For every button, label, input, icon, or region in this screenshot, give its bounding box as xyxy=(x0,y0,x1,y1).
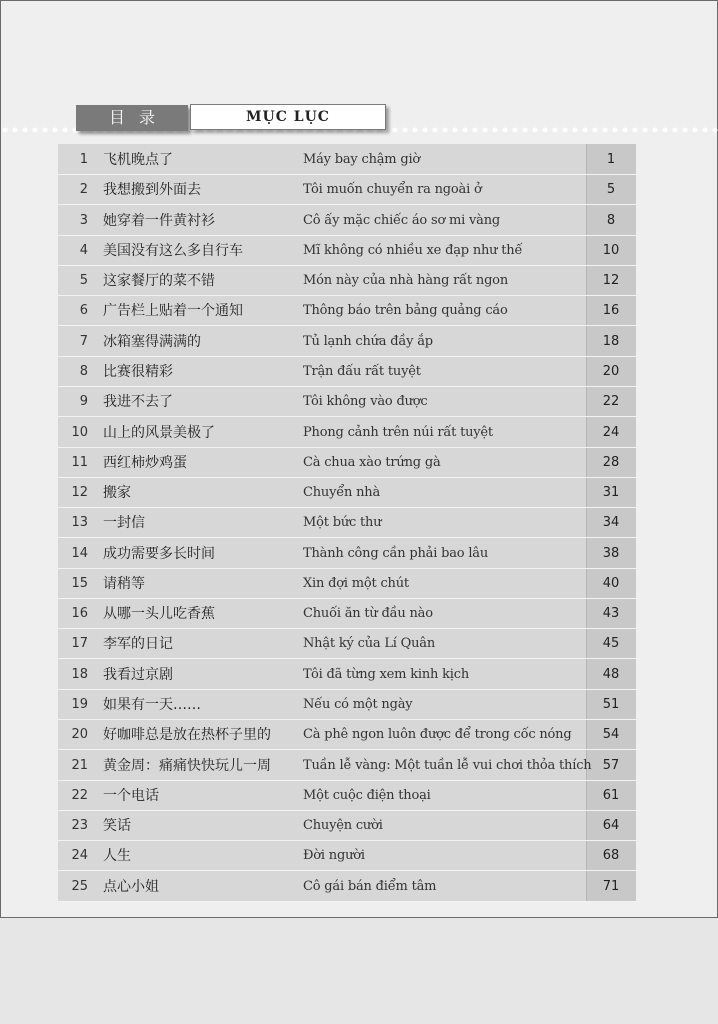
toc-chinese-title: 我进不去了 xyxy=(103,394,173,411)
toc-page-number: 34 xyxy=(602,515,620,531)
toc-page-number: 1 xyxy=(606,152,616,167)
toc-row[interactable] xyxy=(58,629,636,659)
toc-row[interactable] xyxy=(58,478,636,508)
toc-row[interactable] xyxy=(58,387,636,417)
toc-number: 4 xyxy=(79,242,88,258)
toc-page-number: 20 xyxy=(602,363,620,379)
toc-chinese-title: 成功需要多长时间 xyxy=(103,545,215,562)
toc-vietnamese-title: Thành công cần phải bao lâu xyxy=(303,545,489,561)
toc-vietnamese-title: Cà chua xào trứng gà xyxy=(303,454,441,470)
toc-number: 1 xyxy=(79,152,88,167)
toc-page-number: 48 xyxy=(602,666,620,682)
toc-number: 24 xyxy=(71,848,88,864)
toc-chinese-title: 好咖啡总是放在热杯子里的 xyxy=(103,727,271,744)
toc-page-number: 54 xyxy=(602,727,620,743)
toc-vietnamese-title: Chuyện cười xyxy=(303,818,383,834)
toc-vietnamese-title: Nhật ký của Lí Quân xyxy=(303,636,436,652)
toc-page-number: 8 xyxy=(606,212,616,228)
toc-page-number: 5 xyxy=(606,182,616,198)
toc-row[interactable] xyxy=(58,781,636,811)
toc-number: 22 xyxy=(71,787,88,803)
toc-number: 15 xyxy=(71,575,88,591)
toc-number: 12 xyxy=(71,485,88,501)
toc-row[interactable] xyxy=(58,418,636,448)
toc-number: 17 xyxy=(71,636,88,652)
toc-vietnamese-title: Chuyển nhà xyxy=(303,485,381,501)
toc-page-number: 28 xyxy=(602,454,620,470)
toc-vietnamese-title: Máy bay chậm giờ xyxy=(303,152,421,167)
toc-chinese-title: 点心小姐 xyxy=(103,878,159,895)
toc-number: 10 xyxy=(71,424,88,440)
toc-number: 18 xyxy=(71,666,88,682)
toc-row[interactable] xyxy=(58,206,636,236)
toc-row[interactable] xyxy=(58,175,636,205)
toc-number: 14 xyxy=(71,545,88,561)
toc-chinese-title: 一个电话 xyxy=(103,787,159,804)
toc-chinese-title: 我看过京剧 xyxy=(103,666,173,683)
toc-number: 7 xyxy=(79,333,88,349)
toc-chinese-title: 如果有一天…… xyxy=(103,697,201,714)
toc-page-number: 18 xyxy=(602,333,620,349)
toc-chinese-title: 比赛很精彩 xyxy=(103,363,173,380)
toc-chinese-title: 请稍等 xyxy=(103,575,145,592)
toc-vietnamese-title: Tôi không vào được xyxy=(303,394,428,410)
toc-page-number: 71 xyxy=(602,878,620,894)
toc-page-number: 57 xyxy=(602,757,620,773)
toc-row[interactable] xyxy=(58,751,636,781)
toc-vietnamese-title: Tôi muốn chuyển ra ngoài ở xyxy=(303,182,482,198)
toc-vietnamese-title: Tôi đã từng xem kinh kịch xyxy=(303,666,469,682)
toc-number: 11 xyxy=(71,454,88,470)
toc-number: 19 xyxy=(71,697,88,713)
toc-vietnamese-title: Tuần lễ vàng: Một tuần lễ vui chơi thỏa thích xyxy=(303,757,592,773)
toc-number: 25 xyxy=(71,878,88,894)
toc-page-number: 22 xyxy=(602,394,620,410)
toc-number: 20 xyxy=(71,727,88,743)
toc-row[interactable] xyxy=(58,266,636,296)
toc-number: 5 xyxy=(79,273,88,289)
toc-vietnamese-title: Chuối ăn từ đầu nào xyxy=(303,606,433,622)
toc-chinese-title: 搬家 xyxy=(103,485,131,502)
toc-row[interactable] xyxy=(58,872,636,902)
toc-chinese-title: 李军的日记 xyxy=(103,636,173,653)
toc-number: 21 xyxy=(71,757,88,773)
toc-vietnamese-title: Một cuộc điện thoại xyxy=(303,787,431,803)
toc-chinese-title: 从哪一头儿吃香蕉 xyxy=(103,606,215,623)
toc-vietnamese-title: Đời người xyxy=(303,848,365,864)
toc-chinese-title: 这家餐厅的菜不错 xyxy=(103,273,215,290)
toc-vietnamese-title: Thông báo trên bảng quảng cáo xyxy=(303,303,508,319)
toc-chinese-title: 我想搬到外面去 xyxy=(103,182,201,199)
toc-chinese-title: 一封信 xyxy=(103,515,145,532)
toc-chinese-title: 她穿着一件黄衬衫 xyxy=(103,212,215,229)
toc-row[interactable] xyxy=(58,448,636,478)
toc-row[interactable] xyxy=(58,569,636,599)
toc-row[interactable] xyxy=(58,296,636,326)
chinese-title: 目录 xyxy=(76,105,188,131)
toc-row[interactable] xyxy=(58,539,636,569)
toc-row[interactable] xyxy=(58,660,636,690)
toc-row[interactable] xyxy=(58,357,636,387)
toc-page-number: 40 xyxy=(602,575,620,591)
toc-chinese-title: 广告栏上贴着一个通知 xyxy=(103,303,243,320)
toc-page-number: 45 xyxy=(602,636,620,652)
toc-number: 13 xyxy=(71,515,88,531)
toc-page-number: 68 xyxy=(602,848,620,864)
toc-row[interactable] xyxy=(58,599,636,629)
toc-page-number: 43 xyxy=(602,606,620,622)
toc-vietnamese-title: Phong cảnh trên núi rất tuyệt xyxy=(303,424,493,440)
toc-page-number: 64 xyxy=(602,818,620,834)
toc-page-number: 38 xyxy=(602,545,620,561)
toc-row[interactable] xyxy=(58,811,636,841)
toc-chinese-title: 美国没有这么多自行车 xyxy=(103,242,243,259)
toc-page-number: 12 xyxy=(602,273,620,289)
toc-vietnamese-title: Tủ lạnh chứa đầy ắp xyxy=(303,333,433,349)
toc-number: 8 xyxy=(79,363,88,379)
toc-vietnamese-title: Nếu có một ngày xyxy=(303,697,413,713)
toc-number: 23 xyxy=(71,818,88,834)
toc-chinese-title: 人生 xyxy=(103,848,131,865)
toc-number: 16 xyxy=(71,606,88,622)
toc-page-number: 24 xyxy=(602,424,620,440)
toc-chinese-title: 冰箱塞得满满的 xyxy=(103,333,201,350)
toc-row[interactable] xyxy=(58,841,636,871)
toc-vietnamese-title: Một bức thư xyxy=(303,515,382,531)
toc-vietnamese-title: Mĩ không có nhiều xe đạp như thế xyxy=(303,242,523,258)
toc-vietnamese-title: Món này của nhà hàng rất ngon xyxy=(303,273,508,289)
toc-chinese-title: 飞机晚点了 xyxy=(103,152,173,168)
toc-chinese-title: 黄金周：痛痛快快玩儿一周 xyxy=(103,757,271,774)
toc-number: 2 xyxy=(79,182,88,198)
toc-row[interactable] xyxy=(58,327,636,357)
toc-page-number: 31 xyxy=(602,485,620,501)
toc-vietnamese-title: Cà phê ngon luôn được để trong cốc nóng xyxy=(303,727,572,743)
toc-row[interactable] xyxy=(58,508,636,538)
toc-row[interactable] xyxy=(58,236,636,266)
toc-vietnamese-title: Cô ấy mặc chiếc áo sơ mi vàng xyxy=(303,212,501,228)
toc-chinese-title: 西红柿炒鸡蛋 xyxy=(103,454,187,471)
toc-page-number: 61 xyxy=(602,787,620,803)
toc-vietnamese-title: Trận đấu rất tuyệt xyxy=(303,363,421,379)
toc-number: 9 xyxy=(79,394,88,410)
toc-vietnamese-title: Cô gái bán điểm tâm xyxy=(303,878,437,894)
toc-chinese-title: 笑话 xyxy=(103,818,131,835)
page-title: MỤC LỤC xyxy=(190,104,386,130)
toc-row[interactable] xyxy=(58,690,636,720)
toc-page-number: 51 xyxy=(602,697,620,713)
toc-vietnamese-title: Xin đợi một chút xyxy=(303,575,409,591)
toc-chinese-title: 山上的风景美极了 xyxy=(103,424,215,441)
toc-page-number: 16 xyxy=(602,303,620,319)
toc-number: 6 xyxy=(79,303,88,319)
toc-row[interactable] xyxy=(58,720,636,750)
toc-row[interactable] xyxy=(58,145,636,175)
toc-page-number: 10 xyxy=(602,242,620,258)
toc-number: 3 xyxy=(79,212,88,228)
